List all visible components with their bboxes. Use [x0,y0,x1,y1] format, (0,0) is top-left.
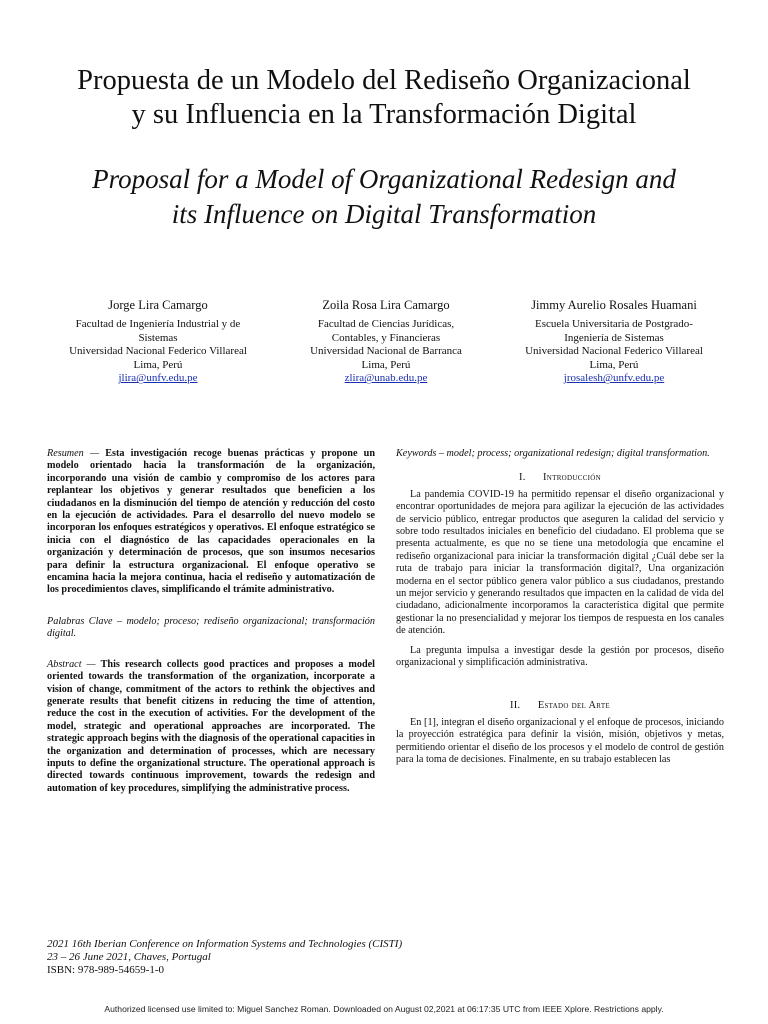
author-email-link[interactable]: zlira@unab.edu.pe [344,372,428,385]
author-name: Jorge Lira Camargo [108,298,208,312]
title-english-line-1: Proposal for a Model of Organizational Redesign and [92,164,676,194]
palabras-clave: Palabras Clave – modelo; proceso; rediseño organizacional; transformación digital. [47,615,375,640]
left-column [47,448,375,795]
author-3 [502,298,726,386]
author-email-link[interactable]: jlira@unfv.edu.pe [118,372,198,385]
intro-paragraph-1: La pandemia COVID-19 ha permitido repensar el diseño organizacional y encontrar oportunidades de mejora para agilizar la ejecución de las actividades de servicio público, entregar productos que aseguren la calidad del servicio y sobre todo resultados iniciales en beneficio del ciudadano. El problema que se presenta actualmente, es que no se tiene una metodología que encamine el rediseño organizacional para iniciar la transformación digital ¿Cuál debe ser la ruta de trabajo para iniciar la transformación digital?, Una organización moderna en el sector público genera valor público a sus ciudadanos, prestando un mejor servicio y generando resultados que impacten en la calidad de vida del ciudadano, adicionalmente incorporamos la característica digital que permite gestionar la no presencialidad y mejorar los tiempos de respuesta en los canales de atención. [396,488,724,637]
author-affiliation-line: Ingeniería de Sistemas [564,331,664,344]
author-affiliation-line: Universidad Nacional de Barranca [310,345,462,358]
author-2 [274,298,498,386]
author-affiliation-line: Lima, Perú [361,358,411,371]
author-name: Zoila Rosa Lira Camargo [322,298,450,312]
license-notice: Authorized licensed use limited to: Miguel Sanchez Roman. Downloaded on August 02,2021 at 06:17:35 UTC from IEEE Xplore. Restrictions apply. [104,1004,664,1014]
right-column [396,448,724,767]
author-block [46,298,726,386]
section-heading-introduccion [396,472,724,484]
section-title: Introducción [543,472,602,484]
resumen-text: Esta investigación recoge buenas prácticas y propone un modelo orientado hacia la transformación de la organización, incorporando una visión de cambio y compromiso de los actores para replantear los objetivos y generar resultados que beneficien a los ciudadanos en la disminución del tiempo de atención y reducción del costo en la ejecución de actividades. Para el desarrollo del nuevo modelo se incorporan los enfoques estratégicos y operativos. El enfoque estratégico se inicia con el diagnóstico de las capacidades operacionales en la organización y determinación de procesos, que son insumos necesarios para definir la estructura organizacional. El enfoque operativo se encamina hacia la mejora continua, hacia el rediseño y automatización de los procedimientos claves, simplificando el trámite administrativo. [47,448,376,596]
estado-arte-paragraph-1: En [1], integran el diseño organizacional y el enfoque de procesos, iniciando la proyección estratégica para definir la visión, misión, objetivos y metas, permitiendo orientar el diseño de los procesos y el modelo de control de gestión para la toma de decisiones. Finalmente, en su trabajo establecen las [396,716,724,766]
author-affiliation-line: Facultad de Ciencias Jurídicas, [317,318,455,330]
conference-isbn: ISBN: 978-989-54659-1-0 [47,964,165,976]
author-affiliation-line: Contables, y Financieras [331,331,441,344]
author-email-link[interactable]: jrosalesh@unfv.edu.pe [563,372,665,385]
abstract-text: This research collects good practices and proposes a model oriented towards the transformation of the organization, incorporate a vision of change, commitment of the actors to rethink the objectives and generate results that benefit citizens in reducing the time of attention, reduce the cost in the execution of activities. For the development of the model, strategic and operational approaches are incorporated. The strategic approach begins with the diagnosis of the operational capacities in the organization and determination of processes, which are necessary inputs to define the organizational structure. The operational approach is directed towards continuous improvement, towards the redesign and automation of key procedures, simplifying the administrative process. [47,658,375,794]
title-spanish-line-2: y su Influencia en la Transformación Digital [131,99,637,130]
author-affiliation-line: Escuela Universitaria de Postgrado- [535,318,693,330]
section-heading-estado-del-arte [396,700,724,712]
section-number: I. [518,472,526,484]
intro-paragraph-2: La pregunta impulsa a investigar desde la gestión por procesos, diseño organizacional y simplificación administrativa. [396,644,724,669]
resumen-paragraph [47,448,375,597]
conference-footer [47,938,527,977]
abstract-paragraph [47,659,375,795]
author-1 [46,298,270,386]
conference-name: 2021 16th Iberian Conference on Information Systems and Technologies (CISTI) [47,938,403,950]
author-affiliation-line: Sistemas [138,331,178,344]
author-affiliation-line: Lima, Perú [133,358,183,371]
author-affiliation-line: Lima, Perú [589,358,639,371]
author-affiliation-line: Universidad Nacional Federico Villareal [525,345,703,358]
title-spanish [30,64,738,132]
section-number: II. [510,699,521,711]
section-title: Estado del Arte [537,699,610,711]
conference-dates: 23 – 26 June 2021, Chaves, Portugal [47,951,211,963]
author-affiliation-line: Universidad Nacional Federico Villareal [69,345,247,358]
author-name: Jimmy Aurelio Rosales Huamani [531,298,697,312]
abstract-label: Abstract — [47,658,96,670]
keywords: Keywords – model; process; organizational redesign; digital transformation. [396,448,710,459]
author-affiliation-line: Facultad de Ingeniería Industrial y de [75,318,241,330]
title-spanish-line-1: Propuesta de un Modelo del Rediseño Organizacional [77,65,691,96]
title-english-line-2: its Influence on Digital Transformation [171,199,597,229]
title-english [30,162,738,232]
resumen-label: Resumen — [47,448,100,459]
